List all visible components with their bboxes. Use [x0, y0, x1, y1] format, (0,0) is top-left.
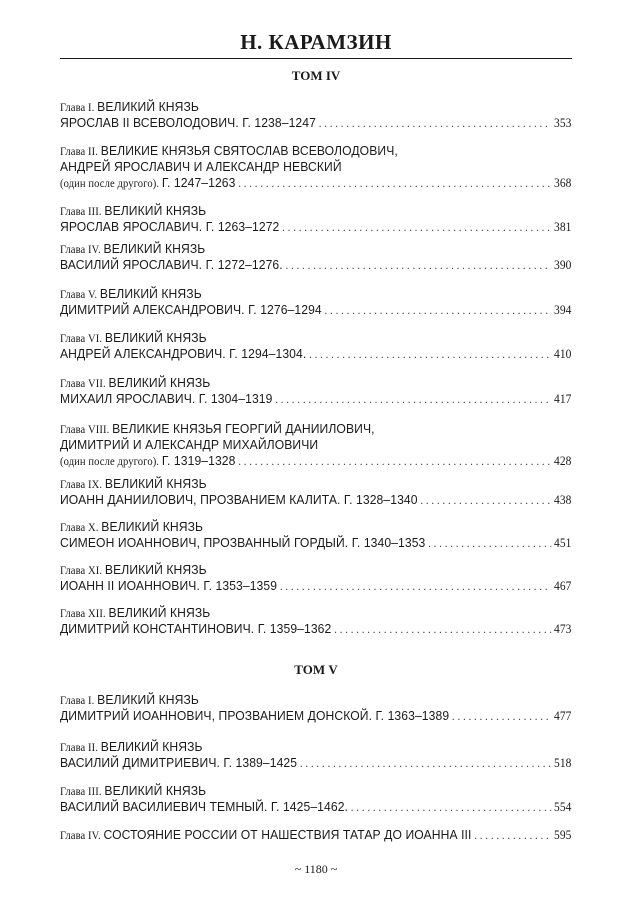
chapter-number: Глава VI. [60, 333, 103, 345]
toc-entry[interactable] [60, 143, 572, 191]
volume-title: ТОМ IV [291, 68, 341, 83]
page-reference: 467 [553, 579, 572, 593]
toc-entry-line [60, 437, 572, 453]
entry-title-text: ДИМИТРИЙ ИОАННОВИЧ, ПРОЗВАНИЕМ ДОНСКОЙ. Г. 1363–1389 [60, 708, 450, 723]
chapter-number: Глава III. [60, 206, 102, 218]
toc-entry-line [60, 99, 572, 115]
entry-title-text: ВАСИЛИЙ ДИМИТРИЕВИЧ. Г. 1389–1425 [60, 755, 298, 770]
toc-entry-line [60, 708, 572, 724]
toc-entry-line [60, 115, 572, 131]
entry-title-text: ВАСИЛИЙ ВАСИЛИЕВИЧ ТЕМНЫЙ. Г. 1425–1462. [60, 799, 349, 814]
chapter-number: Глава I. [60, 102, 95, 114]
toc-entry[interactable] [60, 783, 572, 815]
page-reference: 353 [553, 116, 572, 130]
toc-entry-line [60, 219, 572, 235]
toc-entry[interactable] [60, 241, 572, 273]
entry-title-text: ДИМИТРИЙ КОНСТАНТИНОВИЧ. Г. 1359–1362 [60, 621, 332, 636]
toc-entry-line [60, 257, 572, 273]
page-reference: 381 [553, 220, 572, 234]
toc-entry[interactable] [60, 421, 572, 469]
chapter-number: Глава IV. [60, 244, 101, 256]
dot-leader [285, 257, 551, 273]
entry-title-text: АНДРЕЙ АЛЕКСАНДРОВИЧ. Г. 1294–1304. [60, 346, 307, 361]
entry-title-text: ЯРОСЛАВ II ВСЕВОЛОДОВИЧ. Г. 1238–1247 [60, 115, 316, 130]
chapter-number: Глава IV. [60, 830, 101, 842]
toc-entry[interactable] [60, 827, 572, 843]
page-reference: 417 [553, 392, 572, 406]
toc-entry[interactable] [60, 562, 572, 594]
entry-title-text: ВЕЛИКИЙ КНЯЗЬ [97, 692, 199, 707]
dot-leader [280, 578, 551, 594]
dot-leader [334, 621, 551, 637]
page-reference: 595 [553, 828, 572, 842]
entry-title-text: ВЕЛИКИЕ КНЯЗЬЯ СВЯТОСЛАВ ВСЕВОЛОДОВИЧ, [100, 143, 398, 158]
toc-entry-line [60, 578, 572, 594]
toc-entry[interactable] [60, 739, 572, 771]
entry-title-text: Г. 1319–1328 [161, 453, 236, 468]
page-reference: 428 [553, 454, 572, 468]
entry-title-text: ИОАНН ДАНИИЛОВИЧ, ПРОЗВАНИЕМ КАЛИТА. Г. 1328–1340 [60, 492, 418, 507]
toc-entry-line [60, 692, 572, 708]
volume-title: ТОМ V [294, 662, 338, 677]
chapter-number: Глава XI. [60, 565, 103, 577]
toc-entry-line [60, 203, 572, 219]
page-reference: 451 [553, 536, 572, 550]
toc-entry-line [60, 453, 572, 469]
dot-leader [351, 799, 551, 815]
toc-entry[interactable] [60, 375, 572, 407]
dot-leader [238, 175, 551, 191]
toc-entry-line [60, 827, 572, 843]
page-reference: 368 [553, 176, 572, 190]
dot-leader [309, 346, 551, 362]
dot-leader [275, 391, 551, 407]
entry-title-text: ВАСИЛИЙ ЯРОСЛАВИЧ. Г. 1272–1276. [60, 257, 283, 272]
dot-leader [325, 302, 552, 318]
chapter-number: Глава III. [60, 786, 102, 798]
chapter-number: Глава XII. [60, 608, 106, 620]
entry-title-text: ВЕЛИКИЕ КНЯЗЬЯ ГЕОРГИЙ ДАНИИЛОВИЧ, [112, 421, 375, 436]
chapter-number: Глава II. [60, 742, 99, 754]
toc-entry[interactable] [60, 99, 572, 131]
dot-leader [452, 708, 551, 724]
entry-note: (один после другого). [60, 456, 160, 468]
entry-title-text: ВЕЛИКИЙ КНЯЗЬ [97, 99, 199, 114]
dot-leader [474, 827, 551, 843]
entry-title-text: ВЕЛИКИЙ КНЯЗЬ [104, 562, 207, 577]
dot-leader [300, 755, 551, 771]
chapter-number: Глава X. [60, 522, 99, 534]
entry-title-text: АНДРЕЙ ЯРОСЛАВИЧ И АЛЕКСАНДР НЕВСКИЙ [60, 159, 342, 174]
chapter-number: Глава VII. [60, 378, 106, 390]
toc-entry-line [60, 755, 572, 771]
toc-entry-line [60, 476, 572, 492]
toc-entry-line [60, 241, 572, 257]
chapter-number: Глава V. [60, 289, 98, 301]
entry-title-text: ВЕЛИКИЙ КНЯЗЬ [104, 476, 207, 491]
toc-entry[interactable] [60, 692, 572, 724]
toc-entry-line [60, 286, 572, 302]
dot-leader [428, 535, 551, 551]
chapter-number: Глава IX. [60, 479, 103, 491]
toc-entry-line [60, 159, 572, 175]
chapter-number: Глава II. [60, 146, 99, 158]
page-reference: 410 [553, 347, 572, 361]
entry-title-text: МИХАИЛ ЯРОСЛАВИЧ. Г. 1304–1319 [60, 391, 273, 406]
entry-title-text: ИОАНН II ИОАННОВИЧ. Г. 1353–1359 [60, 578, 278, 593]
page-reference: 477 [553, 709, 572, 723]
toc-entry-line [60, 783, 572, 799]
page-reference: 438 [553, 493, 572, 507]
toc-entry-line [60, 535, 572, 551]
toc-entry-line [60, 391, 572, 407]
entry-title-text: СИМЕОН ИОАННОВИЧ, ПРОЗВАННЫЙ ГОРДЫЙ. Г. 1340–1353 [60, 535, 426, 550]
entry-title-text: ВЕЛИКИЙ КНЯЗЬ [108, 375, 211, 390]
author-name: Н. КАРАМЗИН [240, 30, 392, 54]
entry-title-text: ВЕЛИКИЙ КНЯЗЬ [104, 783, 207, 798]
toc-entry[interactable] [60, 203, 572, 235]
entry-title-text: СОСТОЯНИЕ РОССИИ ОТ НАШЕСТВИЯ ТАТАР ДО ИОАННА III [103, 827, 472, 842]
entry-title-text: ВЕЛИКИЙ КНЯЗЬ [100, 739, 203, 754]
toc-entry[interactable] [60, 476, 572, 508]
toc-entry-line [60, 562, 572, 578]
page-reference: 554 [553, 800, 572, 814]
dot-leader [238, 453, 551, 469]
toc-entry[interactable] [60, 286, 572, 318]
entry-title-text: ВЕЛИКИЙ КНЯЗЬ [101, 519, 204, 534]
toc-entry-line [60, 799, 572, 815]
entry-title-text: ВЕЛИКИЙ КНЯЗЬ [103, 241, 206, 256]
toc-entry[interactable] [60, 519, 572, 551]
toc-entry-line [60, 143, 572, 159]
page-reference: 394 [553, 303, 572, 317]
toc-entry-line [60, 519, 572, 535]
toc-entry-line [60, 621, 572, 637]
toc-entry-line [60, 330, 572, 346]
dot-leader [420, 492, 551, 508]
toc-entry-line [60, 175, 572, 191]
entry-note: (один после другого). [60, 178, 160, 190]
chapter-number: Глава VIII. [60, 424, 110, 436]
toc-entry-line [60, 739, 572, 755]
entry-title-text: ЯРОСЛАВ ЯРОСЛАВИЧ. Г. 1263–1272 [60, 219, 280, 234]
entry-title-text: Г. 1247–1263 [161, 175, 236, 190]
entry-title-text: ДИМИТРИЙ АЛЕКСАНДРОВИЧ. Г. 1276–1294 [60, 302, 322, 317]
toc-entry-line [60, 605, 572, 621]
toc-entry-line [60, 346, 572, 362]
entry-title-text: ВЕЛИКИЙ КНЯЗЬ [108, 605, 211, 620]
page-reference: 518 [553, 756, 572, 770]
chapter-number: Глава I. [60, 695, 95, 707]
dot-leader [319, 115, 552, 131]
toc-entry-line [60, 375, 572, 391]
toc-entry[interactable] [60, 605, 572, 637]
toc-entry-line [60, 492, 572, 508]
toc-entry[interactable] [60, 330, 572, 362]
toc-entry-line [60, 421, 572, 437]
page-reference: 390 [553, 258, 572, 272]
entry-title-text: ВЕЛИКИЙ КНЯЗЬ [104, 330, 207, 345]
header-rule [60, 58, 572, 59]
page-reference: 473 [553, 622, 572, 636]
entry-title-text: ДИМИТРИЙ И АЛЕКСАНДР МИХАЙЛОВИЧИ [60, 437, 319, 452]
dot-leader [282, 219, 551, 235]
entry-title-text: ВЕЛИКИЙ КНЯЗЬ [99, 286, 202, 301]
page-number: ~ 1180 ~ [294, 862, 338, 876]
toc-entry-line [60, 302, 572, 318]
entry-title-text: ВЕЛИКИЙ КНЯЗЬ [104, 203, 207, 218]
